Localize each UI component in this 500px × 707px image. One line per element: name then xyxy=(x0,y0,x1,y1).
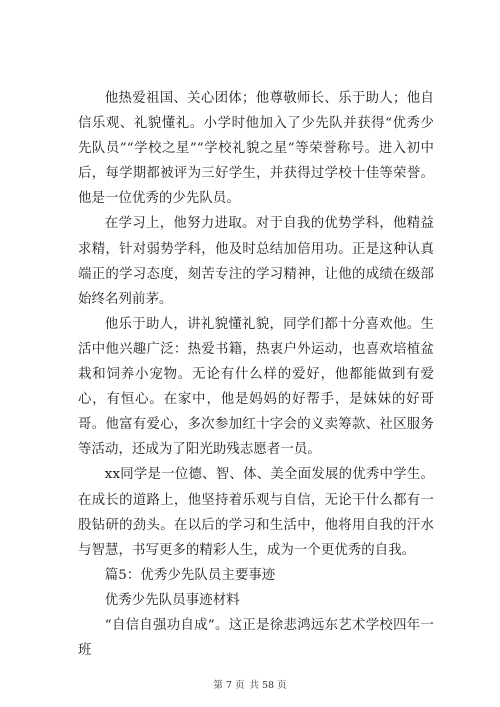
page-number: 第 7 页 xyxy=(213,680,245,691)
page-footer xyxy=(0,677,500,691)
document-body xyxy=(78,86,434,663)
paragraph-opening: “自信自强功自成”。这正是徐悲鸿远东艺术学校四年一班 xyxy=(78,617,434,659)
paragraph-honors: 他热爱祖国、关心团体；他尊敬师长、乐于助人；他自信乐观、礼貌懂礼。小学时他加入了少先队并获得“优秀少先队员”“学校之星”“学校礼貌之星”等荣誉称号。进入初中后，每学期都被评为三好学生，并获得过学校十佳等荣誉。他是一位优秀的少先队员。 xyxy=(78,91,434,207)
section-subtitle: 优秀少先队员事迹材料 xyxy=(104,592,240,608)
page-total: 共 58 页 xyxy=(249,680,287,691)
paragraph-summary: xx同学是一位德、智、体、美全面发展的优秀中学生。在成长的道路上，他坚持着乐观与自信，无论干什么都有一股钻研的劲头。在以后的学习和生活中，他将用自我的汗水与智慧，书写更多的精彩人生，成为一个更优秀的自我。 xyxy=(78,467,434,558)
paragraph-life: 他乐于助人，讲礼貌懂礼貌，同学们都十分喜欢他。生活中他兴趣广泛：热爱书籍，热衷户外运动，也喜欢培植盆栽和饲养小宠物。无论有什么样的爱好，他都能做到有爱心，有恒心。在家中，他是妈妈的好帮手，是妹妹的好哥哥。他富有爱心，多次参加红十字会的义卖筹款、社区服务等活动，还成为了阳光助残志愿者一员。 xyxy=(78,316,434,458)
section-heading: 篇5：优秀少先队员主要事迹 xyxy=(104,567,276,583)
paragraph-study: 在学习上，他努力进取。对于自我的优势学科，他精益求精，针对弱势学科，他及时总结加倍用功。正是这种认真端正的学习态度，刻苦专注的学习精神，让他的成绩在级部始终名列前茅。 xyxy=(78,216,434,307)
